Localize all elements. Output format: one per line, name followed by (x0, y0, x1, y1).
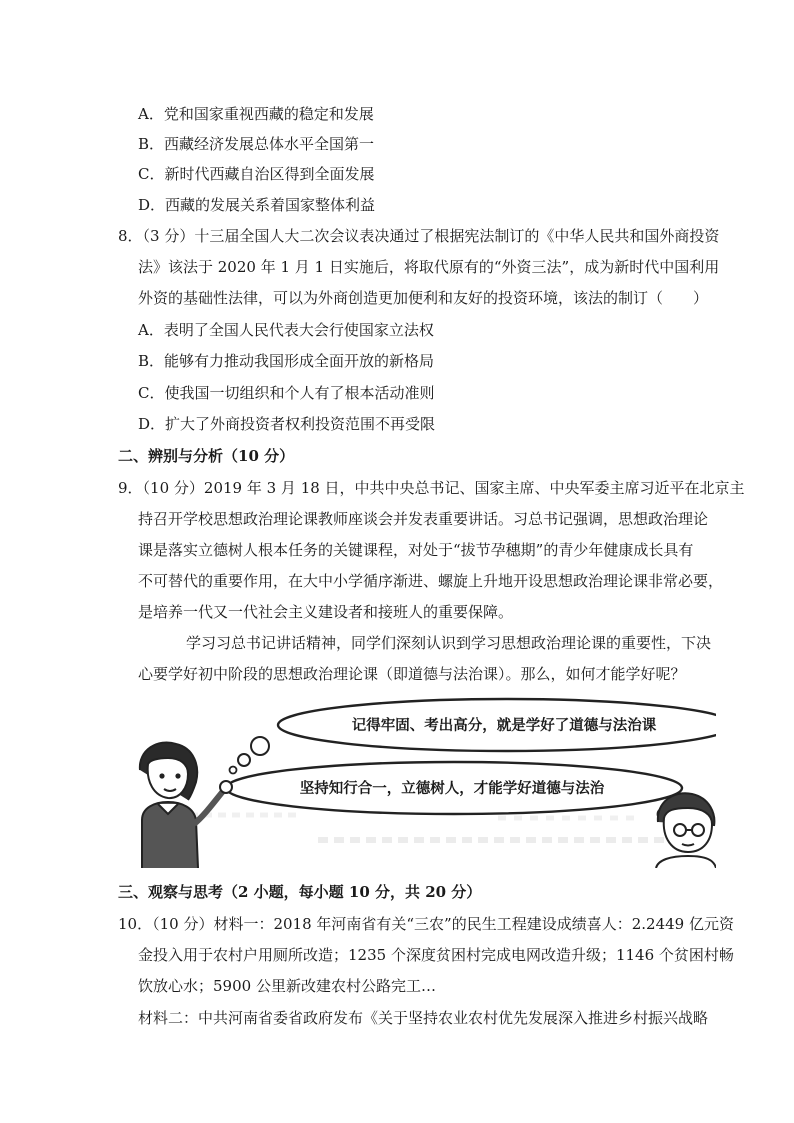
q7-option-b: B．西藏经济发展总体水平全国第一 (138, 135, 375, 153)
section-3-heading: 三、观察与思考（2 小题，每小题 10 分，共 20 分） (118, 883, 482, 901)
q10-stem-line3: 饮放心水；5900 公里新改建农村公路完工… (138, 977, 436, 995)
q9-paragraph-line2: 心要学好初中阶段的思想政治理论课（即道德与法治课）。那么，如何才能学好呢？ (138, 665, 686, 683)
q8-stem-line1: 8．（3 分）十三届全国人大二次会议表决通过了根据宪法制订的《中华人民共和国外商投资 (118, 227, 720, 245)
cartoon-svg (118, 690, 716, 868)
q9-stem-line4: 不可替代的重要作用，在大中小学循序渐进、螺旋上升地开设思想政治理论课非常必要， (138, 572, 724, 590)
q8-option-a: A．表明了全国人民代表大会行使国家立法权 (138, 321, 434, 339)
q10-stem-line2: 金投入用于农村户用厕所改造；1235 个深度贫困村完成电网改造升级；1146 个贫困村畅 (138, 946, 734, 964)
q7-option-d: D．西藏的发展关系着国家整体利益 (138, 196, 376, 214)
q7-option-c: C．新时代西藏自治区得到全面发展 (138, 165, 375, 183)
bubble-2-text: 坚持知行合一，立德树人，才能学好道德与法治 (299, 781, 605, 797)
q10-stem-line4: 材料二：中共河南省委省政府发布《关于坚持农业农村优先发展深入推进乡村振兴战略 (138, 1009, 709, 1027)
q8-option-b: B．能够有力推动我国形成全面开放的新格局 (138, 352, 435, 370)
bubble-1-text: 记得牢固、考出高分，就是学好了道德与法治课 (351, 718, 657, 734)
q9-paragraph-line1: 学习习总书记讲话精神，同学们深刻认识到学习思想政治理论课的重要性，下决 (186, 634, 712, 652)
q9-stem-line5: 是培养一代又一代社会主义建设者和接班人的重要保障。 (138, 603, 514, 621)
q9-stem-line2: 持召开学校思想政治理论课教师座谈会并发表重要讲话。习总书记强调，思想政治理论 (138, 510, 709, 528)
q9-stem-line3: 课是落实立德树人根本任务的关键课程，对处于“拔节孕穗期”的青少年健康成长具有 (138, 541, 694, 559)
cartoon-illustration (118, 690, 716, 868)
man-figure (656, 793, 716, 868)
section-2-heading: 二、辨别与分析（10 分） (118, 447, 295, 465)
q8-option-c: C．使我国一切组织和个人有了根本活动准则 (138, 384, 435, 402)
q8-stem-line3: 外资的基础性法律，可以为外商创造更加便利和友好的投资环境，该法的制订（ ） (138, 289, 709, 307)
q9-stem-line1: 9．（10 分）2019 年 3 月 18 日，中共中央总书记、国家主席、中央军委主席习近平在北京主 (118, 479, 745, 497)
q8-stem-line2: 法》该法于 2020 年 1 月 1 日实施后，将取代原有的“外资三法”，成为新时代中国利用 (138, 258, 720, 276)
girl-figure (140, 742, 232, 868)
q10-stem-line1: 10．（10 分）材料一：2018 年河南省有关“三农”的民生工程建设成绩喜人：2.2449 亿元资 (118, 915, 734, 933)
faint-background-marks (148, 815, 678, 840)
q8-option-d: D．扩大了外商投资者权利投资范围不再受限 (138, 415, 436, 433)
q7-option-a: A．党和国家重视西藏的稳定和发展 (138, 105, 374, 123)
